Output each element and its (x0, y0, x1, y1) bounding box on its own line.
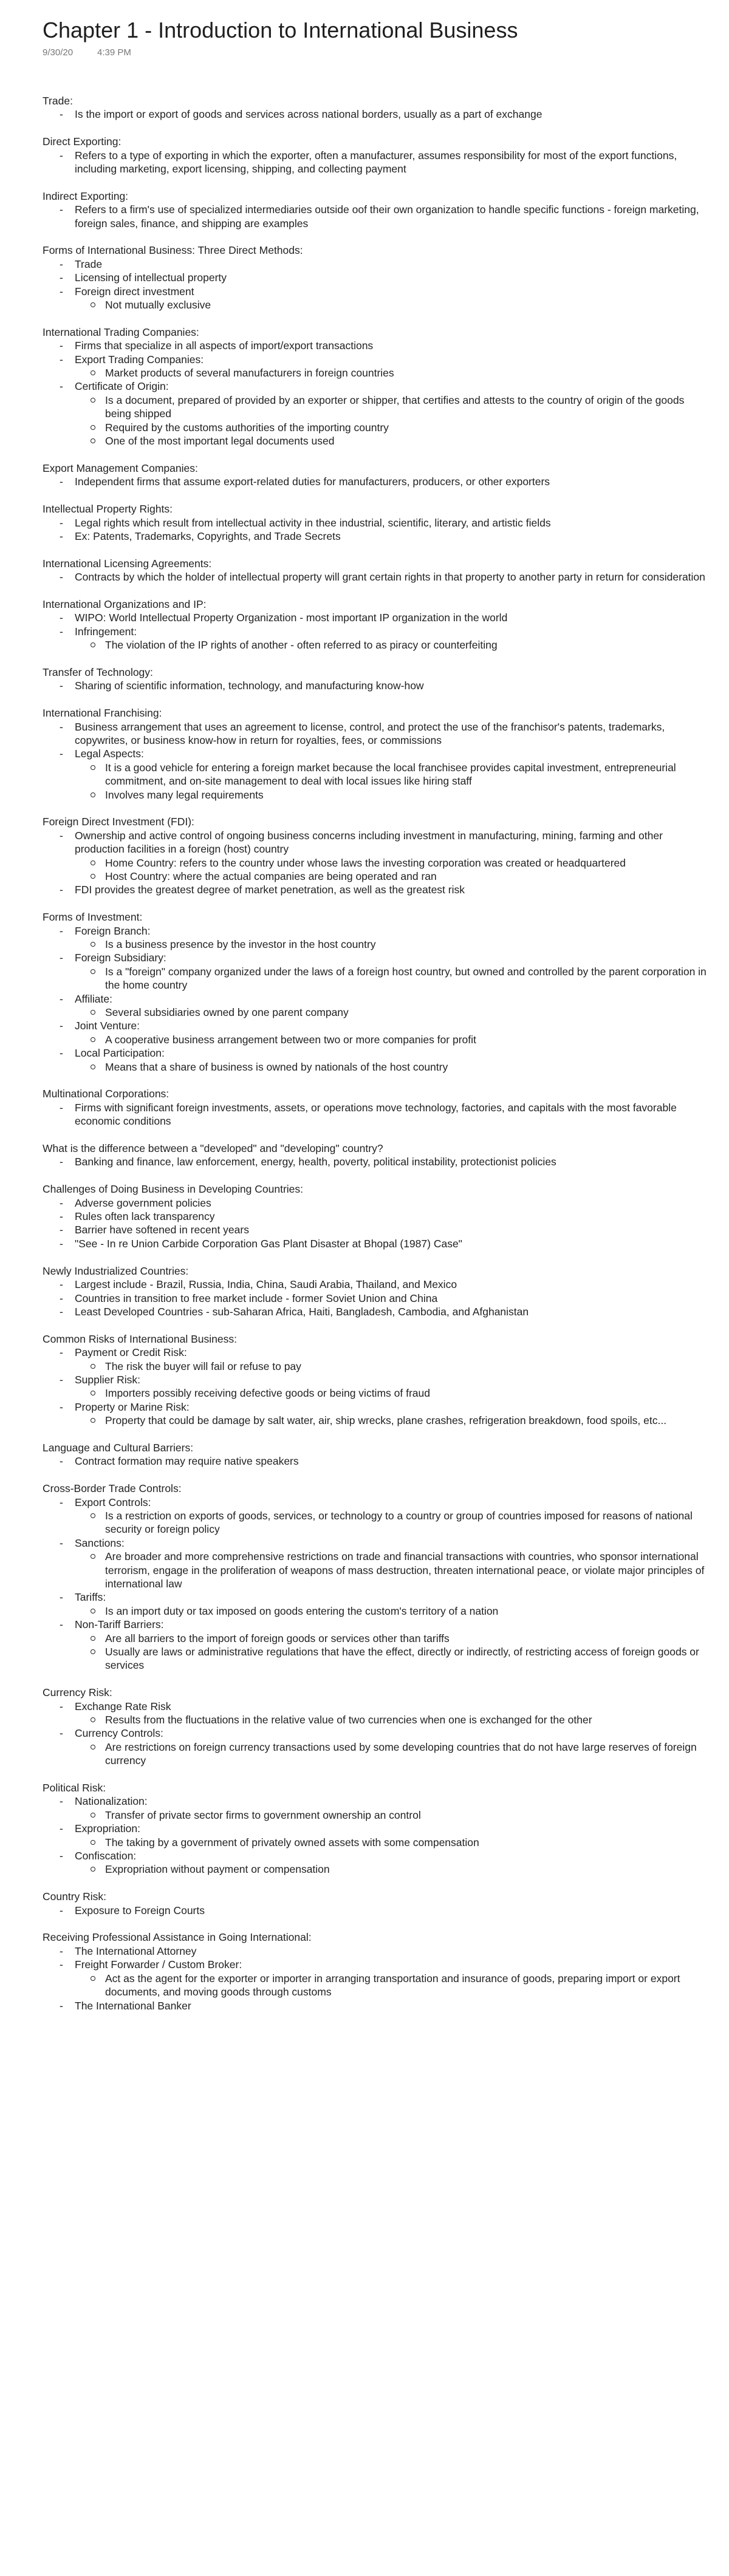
sub-bullet-item: The taking by a government of privately owned assets with some compensation (91, 1836, 711, 1849)
note-section (43, 244, 711, 312)
section-heading: Language and Cultural Barriers: (43, 1441, 194, 1454)
note-section (43, 1182, 711, 1250)
bullet-list (43, 1278, 711, 1318)
bullet-text: Infringement: (75, 625, 137, 638)
bullet-text: Sanctions: (75, 1536, 125, 1549)
bullet-item (60, 107, 711, 121)
bullet-list (43, 203, 711, 230)
section-heading: Newly Industrialized Countries: (43, 1264, 189, 1277)
section-heading: Indirect Exporting: (43, 189, 129, 202)
bullet-item (60, 380, 711, 448)
sub-bullet-list (75, 1509, 711, 1536)
bullet-text: Currency Controls: (75, 1727, 163, 1740)
sub-bullet-item: It is a good vehicle for entering a foreign market because the local franchisee provides capital investment, entrepreneurial commitment, and on-site management to deal with local issues like hiring staff (91, 761, 711, 788)
bullet-list (43, 1944, 711, 2012)
section-heading: Cross-Border Trade Controls: (43, 1482, 182, 1495)
bullet-text: Nationalization: (75, 1795, 148, 1808)
note-section (43, 598, 711, 652)
bullet-item (60, 1726, 711, 1767)
bullet-list (43, 1155, 711, 1168)
section-heading: International Licensing Agreements: (43, 557, 212, 570)
bullet-item (60, 475, 711, 488)
note-section (43, 1441, 711, 1468)
note-section (43, 666, 711, 693)
bullet-item (60, 1305, 711, 1318)
note-section (43, 1142, 711, 1169)
sub-bullet-item: The risk the buyer will fail or refuse to pay (91, 1360, 711, 1373)
bullet-text: "See - In re Union Carbide Corporation Gas Plant Disaster at Bhopal (1987) Case" (75, 1237, 462, 1250)
bullet-text: Contracts by which the holder of intellectual property will grant certain rights in that property to another party in return for consideration (75, 571, 705, 584)
sub-bullet-list (75, 1006, 711, 1019)
bullet-item (60, 1292, 711, 1305)
bullet-list (43, 1454, 711, 1468)
bullet-list (43, 720, 711, 802)
bullet-item (60, 1196, 711, 1210)
sub-bullet-item: Is an import duty or tax imposed on goods entering the custom's territory of a nation (91, 1604, 711, 1618)
bullet-text: Largest include - Brazil, Russia, India, China, Saudi Arabia, Thailand, and Mexico (75, 1278, 457, 1291)
bullet-text: Exchange Rate Risk (75, 1700, 171, 1712)
bullet-list (43, 570, 711, 584)
bullet-item (60, 1454, 711, 1468)
bullet-item (60, 339, 711, 352)
bullet-text: Export Controls: (75, 1496, 151, 1508)
section-heading: Political Risk: (43, 1782, 106, 1794)
bullet-item (60, 611, 711, 624)
bullet-item (60, 353, 711, 380)
note-section (43, 1264, 711, 1319)
sub-bullet-list (75, 1033, 711, 1046)
bullet-text: Least Developed Countries - sub-Saharan Africa, Haiti, Bangladesh, Cambodia, and Afghanistan (75, 1305, 529, 1318)
note-section (43, 815, 711, 896)
bullet-text: Business arrangement that uses an agreement to license, control, and protect the use of the franchisor's patents, trademarks, copywrites, or business know-how in return for royalties, fees, or commissions (75, 720, 665, 746)
bullet-list (43, 1101, 711, 1128)
note-page (43, 17, 711, 2026)
sub-bullet-list (75, 1713, 711, 1726)
bullet-list (43, 339, 711, 448)
bullet-item (60, 1944, 711, 1958)
bullet-list (43, 149, 711, 176)
bullet-text: Local Participation: (75, 1047, 165, 1060)
bullet-item (60, 1794, 711, 1822)
bullet-item (60, 883, 711, 896)
bullet-text: Refers to a type of exporting in which the exporter, often a manufacturer, assumes responsibility for most of the export functions, including marketing, export licensing, shipping, and collecting payment (75, 149, 677, 175)
bullet-text: Confiscation: (75, 1850, 137, 1862)
bullet-text: Firms that specialize in all aspects of import/export transactions (75, 339, 374, 352)
sub-bullet-item: Importers possibly receiving defective goods or being victims of fraud (91, 1386, 711, 1400)
sub-bullet-item: The violation of the IP rights of another - often referred to as piracy or counterfeiting (91, 638, 711, 652)
bullet-text: Refers to a firm's use of specialized intermediaries outside oof their own organization to handle specific functions - foreign marketing, foreign sales, finance, and shipping are examples (75, 203, 699, 230)
bullet-item (60, 1019, 711, 1046)
sub-bullet-item: Involves many legal requirements (91, 788, 711, 802)
section-heading: Foreign Direct Investment (FDI): (43, 816, 194, 828)
bullet-item (60, 1101, 711, 1128)
bullet-text: Property or Marine Risk: (75, 1400, 190, 1413)
sub-bullet-item: Are broader and more comprehensive restrictions on trade and financial transactions with countries, who sponsor international terrorism, engage in the proliferation of weapons of mass destruction, threaten international peace, or violate major principles of international law (91, 1550, 711, 1590)
bullet-item (60, 1046, 711, 1074)
bullet-item (60, 149, 711, 176)
section-heading: Challenges of Doing Business in Developing Countries: (43, 1183, 303, 1196)
sub-bullet-list (75, 1360, 711, 1373)
bullet-text: Independent firms that assume export-related duties for manufacturers, producers, or other exporters (75, 475, 550, 488)
bullet-text: Certificate of Origin: (75, 380, 169, 393)
sub-bullet-list (75, 1862, 711, 1876)
sub-bullet-list (75, 638, 711, 652)
bullet-list (43, 1346, 711, 1427)
bullet-item (60, 1223, 711, 1236)
note-section (43, 135, 711, 175)
note-section (43, 462, 711, 489)
sub-bullet-list (75, 298, 711, 312)
bullet-item (60, 625, 711, 652)
sub-bullet-list (75, 1972, 711, 1999)
sub-bullet-list (75, 761, 711, 802)
sub-bullet-list (75, 1632, 711, 1672)
section-heading: Multinational Corporations: (43, 1088, 169, 1100)
section-heading: Common Risks of International Business: (43, 1332, 237, 1345)
bullet-list (43, 829, 711, 897)
bullet-text: Adverse government policies (75, 1196, 211, 1209)
bullet-text: Non-Tariff Barriers: (75, 1618, 164, 1631)
sub-bullet-list (75, 1386, 711, 1400)
sub-bullet-item: Host Country: where the actual companies are being operated and ran (91, 870, 711, 883)
sub-bullet-item: Required by the customs authorities of the importing country (91, 421, 711, 434)
note-section (43, 910, 711, 1074)
sub-bullet-list (75, 1836, 711, 1849)
bullet-item (60, 1904, 711, 1917)
bullet-text: Legal rights which result from intellectual activity in thee industrial, scientific, literary, and artistic fields (75, 516, 551, 529)
bullet-item (60, 203, 711, 230)
sub-bullet-item: Expropriation without payment or compensation (91, 1862, 711, 1876)
bullet-item (60, 257, 711, 271)
section-heading: Currency Risk: (43, 1686, 112, 1699)
section-heading: Transfer of Technology: (43, 666, 153, 678)
sub-bullet-item: Transfer of private sector firms to government ownership an control (91, 1808, 711, 1822)
bullet-item (60, 1958, 711, 1998)
bullet-text: The International Attorney (75, 1944, 197, 1957)
bullet-text: Countries in transition to free market include - former Soviet Union and China (75, 1292, 438, 1304)
section-heading: Intellectual Property Rights: (43, 503, 173, 516)
sub-bullet-list (75, 1414, 711, 1427)
section-heading: Trade: (43, 95, 73, 107)
sub-bullet-item: Results from the fluctuations in the relative value of two currencies when one is exchanged for the other (91, 1713, 711, 1726)
sub-bullet-list (75, 938, 711, 951)
bullet-text: Exposure to Foreign Courts (75, 1904, 205, 1917)
section-heading: International Trading Companies: (43, 325, 199, 338)
bullet-text: The International Banker (75, 1999, 191, 2012)
bullet-item (60, 1373, 711, 1400)
section-heading: International Franchising: (43, 707, 162, 720)
bullet-list (43, 107, 711, 121)
note-section (43, 325, 711, 448)
bullet-text: Foreign Branch: (75, 924, 151, 937)
section-heading: Receiving Professional Assistance in Going International: (43, 1931, 312, 1944)
sub-bullet-list (75, 965, 711, 992)
sub-bullet-list (75, 366, 711, 380)
bullet-text: Legal Aspects: (75, 748, 144, 760)
note-section (43, 1930, 711, 2012)
bullet-item (60, 570, 711, 584)
bullet-item (60, 1400, 711, 1428)
bullet-text: Foreign Subsidiary: (75, 952, 166, 964)
section-heading: International Organizations and IP: (43, 598, 207, 610)
sub-bullet-list (75, 1060, 711, 1074)
bullet-text: Trade (75, 257, 103, 270)
page-title: Chapter 1 - Introduction to International Business (43, 18, 518, 43)
sub-bullet-list (75, 1808, 711, 1822)
sub-bullet-item: Means that a share of business is owned by nationals of the host country (91, 1060, 711, 1074)
bullet-list (43, 924, 711, 1074)
bullet-item (60, 271, 711, 284)
bullet-text: Contract formation may require native speakers (75, 1455, 299, 1468)
bullet-text: Banking and finance, law enforcement, energy, health, poverty, political instability, protectionist policies (75, 1156, 556, 1168)
sub-bullet-item: Is a business presence by the investor in the host country (91, 938, 711, 951)
sub-bullet-item: Market products of several manufacturers in foreign countries (91, 366, 711, 380)
bullet-text: Barrier have softened in recent years (75, 1224, 249, 1236)
note-section (43, 1686, 711, 1767)
bullet-text: WIPO: World Intellectual Property Organization - most important IP organization in the world (75, 612, 508, 624)
bullet-item (60, 1536, 711, 1591)
bullet-item (60, 1210, 711, 1223)
sub-bullet-item: One of the most important legal documents used (91, 434, 711, 448)
bullet-item (60, 1155, 711, 1168)
note-section (43, 1890, 711, 1917)
bullet-item (60, 1346, 711, 1373)
bullet-list (43, 1700, 711, 1768)
sub-bullet-item: Is a "foreign" company organized under the laws of a foreign host country, but owned and controlled by the parent corporation in the home country (91, 965, 711, 992)
sub-bullet-item: Is a restriction on exports of goods, services, or technology to a country or group of countries imposed for reasons of national security or foreign policy (91, 1509, 711, 1536)
sub-bullet-list (75, 1604, 711, 1618)
note-section (43, 189, 711, 230)
bullet-item (60, 829, 711, 884)
bullet-text: Firms with significant foreign investments, assets, or operations move technology, factories, and capitals with the most favorable economic conditions (75, 1101, 677, 1128)
note-section (43, 706, 711, 802)
bullet-item (60, 924, 711, 952)
section-heading: Direct Exporting: (43, 135, 122, 148)
bullet-list (43, 1196, 711, 1251)
bullet-item (60, 1999, 711, 2012)
sub-bullet-item: Are all barriers to the import of foreign goods or services other than tariffs (91, 1632, 711, 1645)
bullet-list (43, 257, 711, 312)
sub-bullet-item: Several subsidiaries owned by one parent company (91, 1006, 711, 1019)
sub-bullet-list (75, 1740, 711, 1768)
note-date: 9/30/20 (43, 47, 74, 58)
bullet-text: Licensing of intellectual property (75, 271, 227, 284)
bullet-item (60, 1849, 711, 1876)
bullet-item (60, 720, 711, 748)
bullet-item (60, 516, 711, 530)
sub-bullet-item: Are restrictions on foreign currency transactions used by some developing countries that do not have large reserves of foreign currency (91, 1740, 711, 1768)
sub-bullet-list (75, 1550, 711, 1590)
bullet-list (43, 516, 711, 543)
bullet-item (60, 679, 711, 692)
bullet-list (43, 1794, 711, 1876)
bullet-text: Expropriation: (75, 1822, 140, 1835)
bullet-item (60, 1496, 711, 1536)
section-heading: Export Management Companies: (43, 462, 198, 474)
bullet-item (60, 992, 711, 1020)
bullet-text: Sharing of scientific information, technology, and manufacturing know-how (75, 680, 424, 692)
note-time: 4:39 PM (97, 47, 131, 58)
bullet-item (60, 1618, 711, 1672)
note-section (43, 1781, 711, 1876)
bullet-text: FDI provides the greatest degree of market penetration, as well as the greatest risk (75, 884, 465, 896)
note-section (43, 1332, 711, 1428)
bullet-list (43, 679, 711, 692)
note-section (43, 1482, 711, 1672)
bullet-text: Export Trading Companies: (75, 353, 204, 366)
bullet-text: Joint Venture: (75, 1020, 140, 1032)
bullet-text: Tariffs: (75, 1591, 106, 1604)
bullet-text: Supplier Risk: (75, 1373, 140, 1386)
bullet-list (43, 475, 711, 488)
bullet-text: Is the import or export of goods and services across national borders, usually as a part of exchange (75, 108, 542, 121)
bullet-list (43, 611, 711, 652)
bullet-item (60, 1278, 711, 1291)
bullet-text: Ownership and active control of ongoing business concerns including investment in manufacturing, mining, farming and other production facilities in a foreign (host) country (75, 829, 663, 856)
bullet-item (60, 747, 711, 802)
sub-bullet-item: Is a document, prepared of provided by an exporter or shipper, that certifies and attests to the country of origin of the goods being shipped (91, 394, 711, 421)
note-meta (43, 47, 711, 58)
section-heading: Forms of Investment: (43, 911, 143, 924)
sub-bullet-item: Property that could be damage by salt water, air, ship wrecks, plane crashes, refrigeration breakdown, food spoils, etc... (91, 1414, 711, 1427)
bullet-text: Rules often lack transparency (75, 1210, 215, 1223)
sub-bullet-list (75, 394, 711, 448)
sub-bullet-item: Home Country: refers to the country under whose laws the investing corporation was created or headquartered (91, 856, 711, 870)
sub-bullet-list (75, 856, 711, 884)
sub-bullet-item: Act as the agent for the exporter or importer in arranging transportation and insurance of goods, preparing import or export documents, and moving goods through customs (91, 1972, 711, 1999)
note-section (43, 557, 711, 584)
bullet-item (60, 1237, 711, 1250)
bullet-item (60, 1700, 711, 1727)
section-heading: Forms of International Business: Three Direct Methods: (43, 244, 303, 257)
note-section (43, 94, 711, 121)
note-section (43, 1087, 711, 1128)
bullet-item (60, 1590, 711, 1618)
note-section (43, 502, 711, 543)
section-heading: What is the difference between a "developed" and "developing" country? (43, 1142, 383, 1155)
section-heading: Country Risk: (43, 1890, 107, 1903)
bullet-list (43, 1904, 711, 1917)
bullet-item (60, 285, 711, 312)
note-body (43, 94, 711, 2012)
bullet-item (60, 951, 711, 992)
bullet-text: Foreign direct investment (75, 285, 194, 298)
bullet-item (60, 530, 711, 543)
sub-bullet-item: Not mutually exclusive (91, 298, 711, 312)
bullet-text: Freight Forwarder / Custom Broker: (75, 1958, 242, 1971)
bullet-text: Payment or Credit Risk: (75, 1346, 187, 1359)
bullet-text: Ex: Patents, Trademarks, Copyrights, and Trade Secrets (75, 530, 341, 542)
bullet-item (60, 1822, 711, 1849)
bullet-list (43, 1496, 711, 1672)
sub-bullet-item: Usually are laws or administrative regulations that have the effect, directly or indirectly, of restricting access of foreign goods or services (91, 1645, 711, 1672)
bullet-text: Affiliate: (75, 992, 112, 1005)
sub-bullet-item: A cooperative business arrangement between two or more companies for profit (91, 1033, 711, 1046)
